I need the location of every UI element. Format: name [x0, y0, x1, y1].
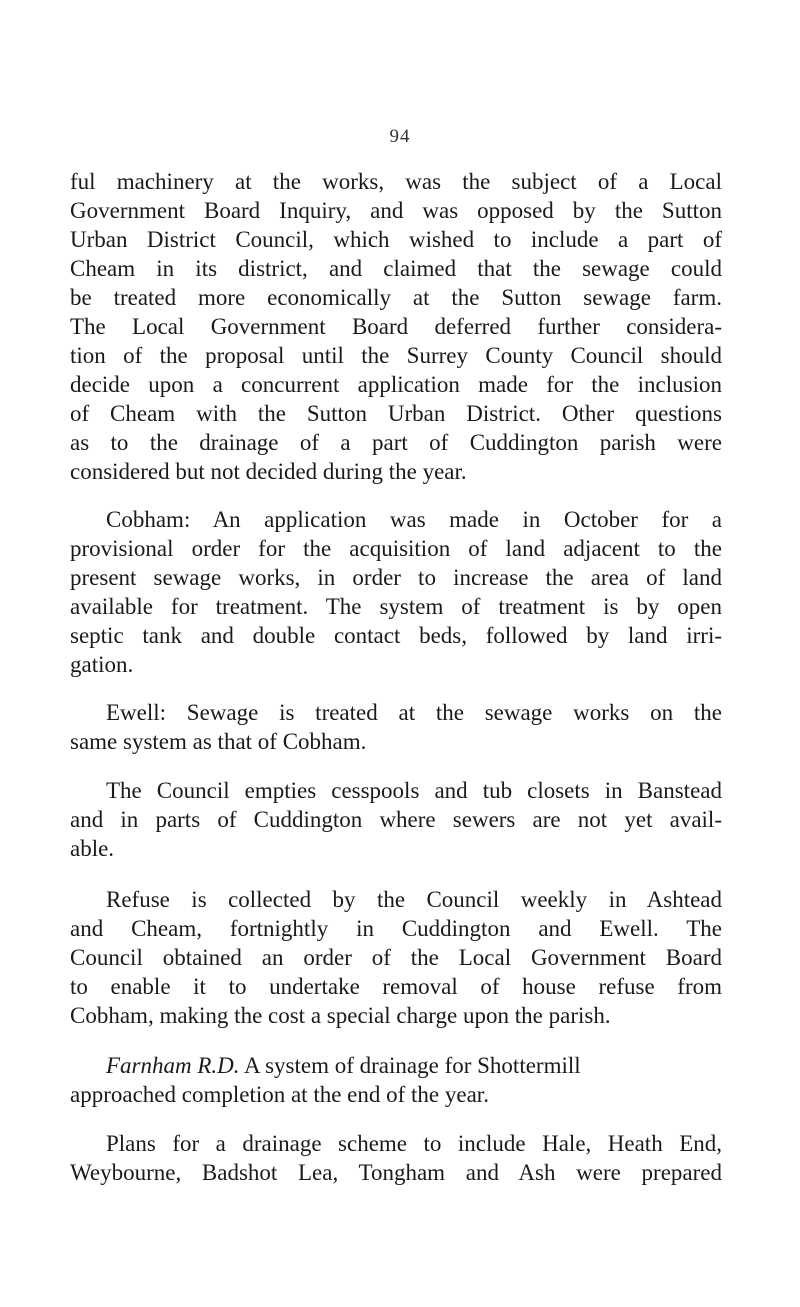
- text-line: Council obtained an order of the Local Government Board: [70, 945, 722, 970]
- text-line: decide upon a concurrent application made for the inclusion: [70, 372, 722, 397]
- paragraph-plans: [70, 1129, 722, 1187]
- paragraph-1: [70, 167, 722, 486]
- text-line: present sewage works, in order to increase the area of land: [70, 565, 722, 590]
- text-line: same system as that of Cobham.: [70, 729, 367, 754]
- text-line: be treated more economically at the Sutton sewage farm.: [70, 285, 722, 310]
- text-line: The Local Government Board deferred further considera-: [70, 314, 722, 339]
- text-line: to enable it to undertake removal of house refuse from: [70, 974, 722, 999]
- text-line: provisional order for the acquisition of land adjacent to the: [70, 536, 722, 561]
- paragraph-refuse: [70, 885, 722, 1030]
- paragraph-cesspools: [70, 776, 722, 863]
- district-heading: Farnham R.D.: [106, 1053, 240, 1078]
- page-number: 94: [389, 126, 411, 147]
- text-line: Refuse is collected by the Council weekly in Ashtead: [106, 887, 722, 912]
- text-line: considered but not decided during the year.: [70, 459, 467, 484]
- text-line: ful machinery at the works, was the subject of a Local: [70, 169, 722, 194]
- text-line: Cheam in its district, and claimed that the sewage could: [70, 256, 722, 281]
- text-line: septic tank and double contact beds, followed by land irri-: [70, 623, 722, 648]
- text-line-rest: A system of drainage for Shottermill: [239, 1053, 581, 1078]
- text-line: able.: [70, 836, 115, 861]
- paragraph-ewell: [70, 698, 722, 756]
- text-line: gation.: [70, 652, 134, 677]
- text-line: available for treatment. The system of treatment is by open: [70, 594, 722, 619]
- text-line: approached completion at the end of the year.: [70, 1082, 489, 1107]
- text-line: Plans for a drainage scheme to include Hale, Heath End,: [106, 1131, 722, 1156]
- text-line: Cobham: An application was made in October for a: [106, 507, 722, 532]
- text-line: Government Board Inquiry, and was opposed by the Sutton: [70, 198, 722, 223]
- text-line: tion of the proposal until the Surrey County Council should: [70, 343, 722, 368]
- text-line: as to the drainage of a part of Cuddington parish were: [70, 430, 722, 455]
- text-line: The Council empties cesspools and tub closets in Banstead: [106, 778, 722, 803]
- text-line: Ewell: Sewage is treated at the sewage works on the: [106, 700, 722, 725]
- paragraph-cobham: [70, 505, 722, 679]
- text-line: and in parts of Cuddington where sewers are not yet avail-: [70, 807, 722, 832]
- text-line: of Cheam with the Sutton Urban District. Other questions: [70, 401, 722, 426]
- text-line: and Cheam, fortnightly in Cuddington and Ewell. The: [70, 916, 722, 941]
- text-line: [70, 1051, 722, 1080]
- paragraph-farnham: [70, 1051, 722, 1109]
- text-line: Urban District Council, which wished to include a part of: [70, 227, 722, 252]
- text-line: Weybourne, Badshot Lea, Tongham and Ash were prepared: [70, 1160, 722, 1185]
- text-line: Cobham, making the cost a special charge upon the parish.: [70, 1003, 611, 1028]
